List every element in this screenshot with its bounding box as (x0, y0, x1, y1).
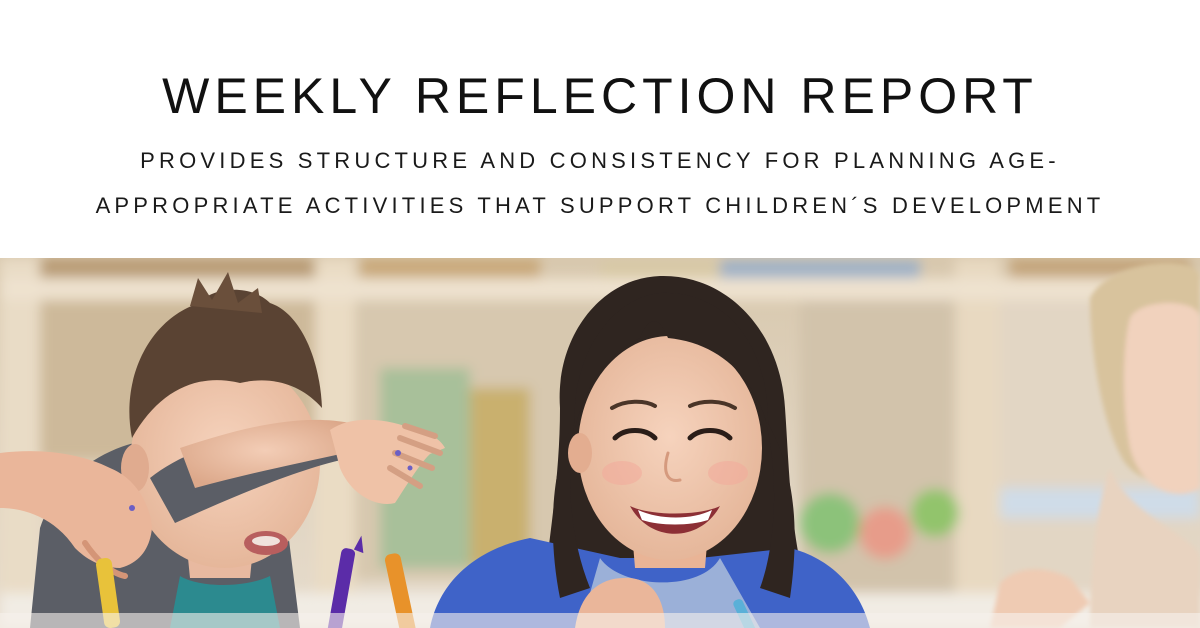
subtitle-line-1: PROVIDES STRUCTURE AND CONSISTENCY FOR PLANNING AGE- (140, 148, 1060, 173)
page-title: WEEKLY REFLECTION REPORT (162, 67, 1038, 124)
banner-header (0, 0, 1200, 258)
page-subtitle (0, 138, 1200, 228)
hero-photo (0, 258, 1200, 628)
classroom-scene-illustration (0, 258, 1200, 628)
subtitle-line-2: APPROPRIATE ACTIVITIES THAT SUPPORT CHILDREN´S DEVELOPMENT (95, 193, 1105, 218)
